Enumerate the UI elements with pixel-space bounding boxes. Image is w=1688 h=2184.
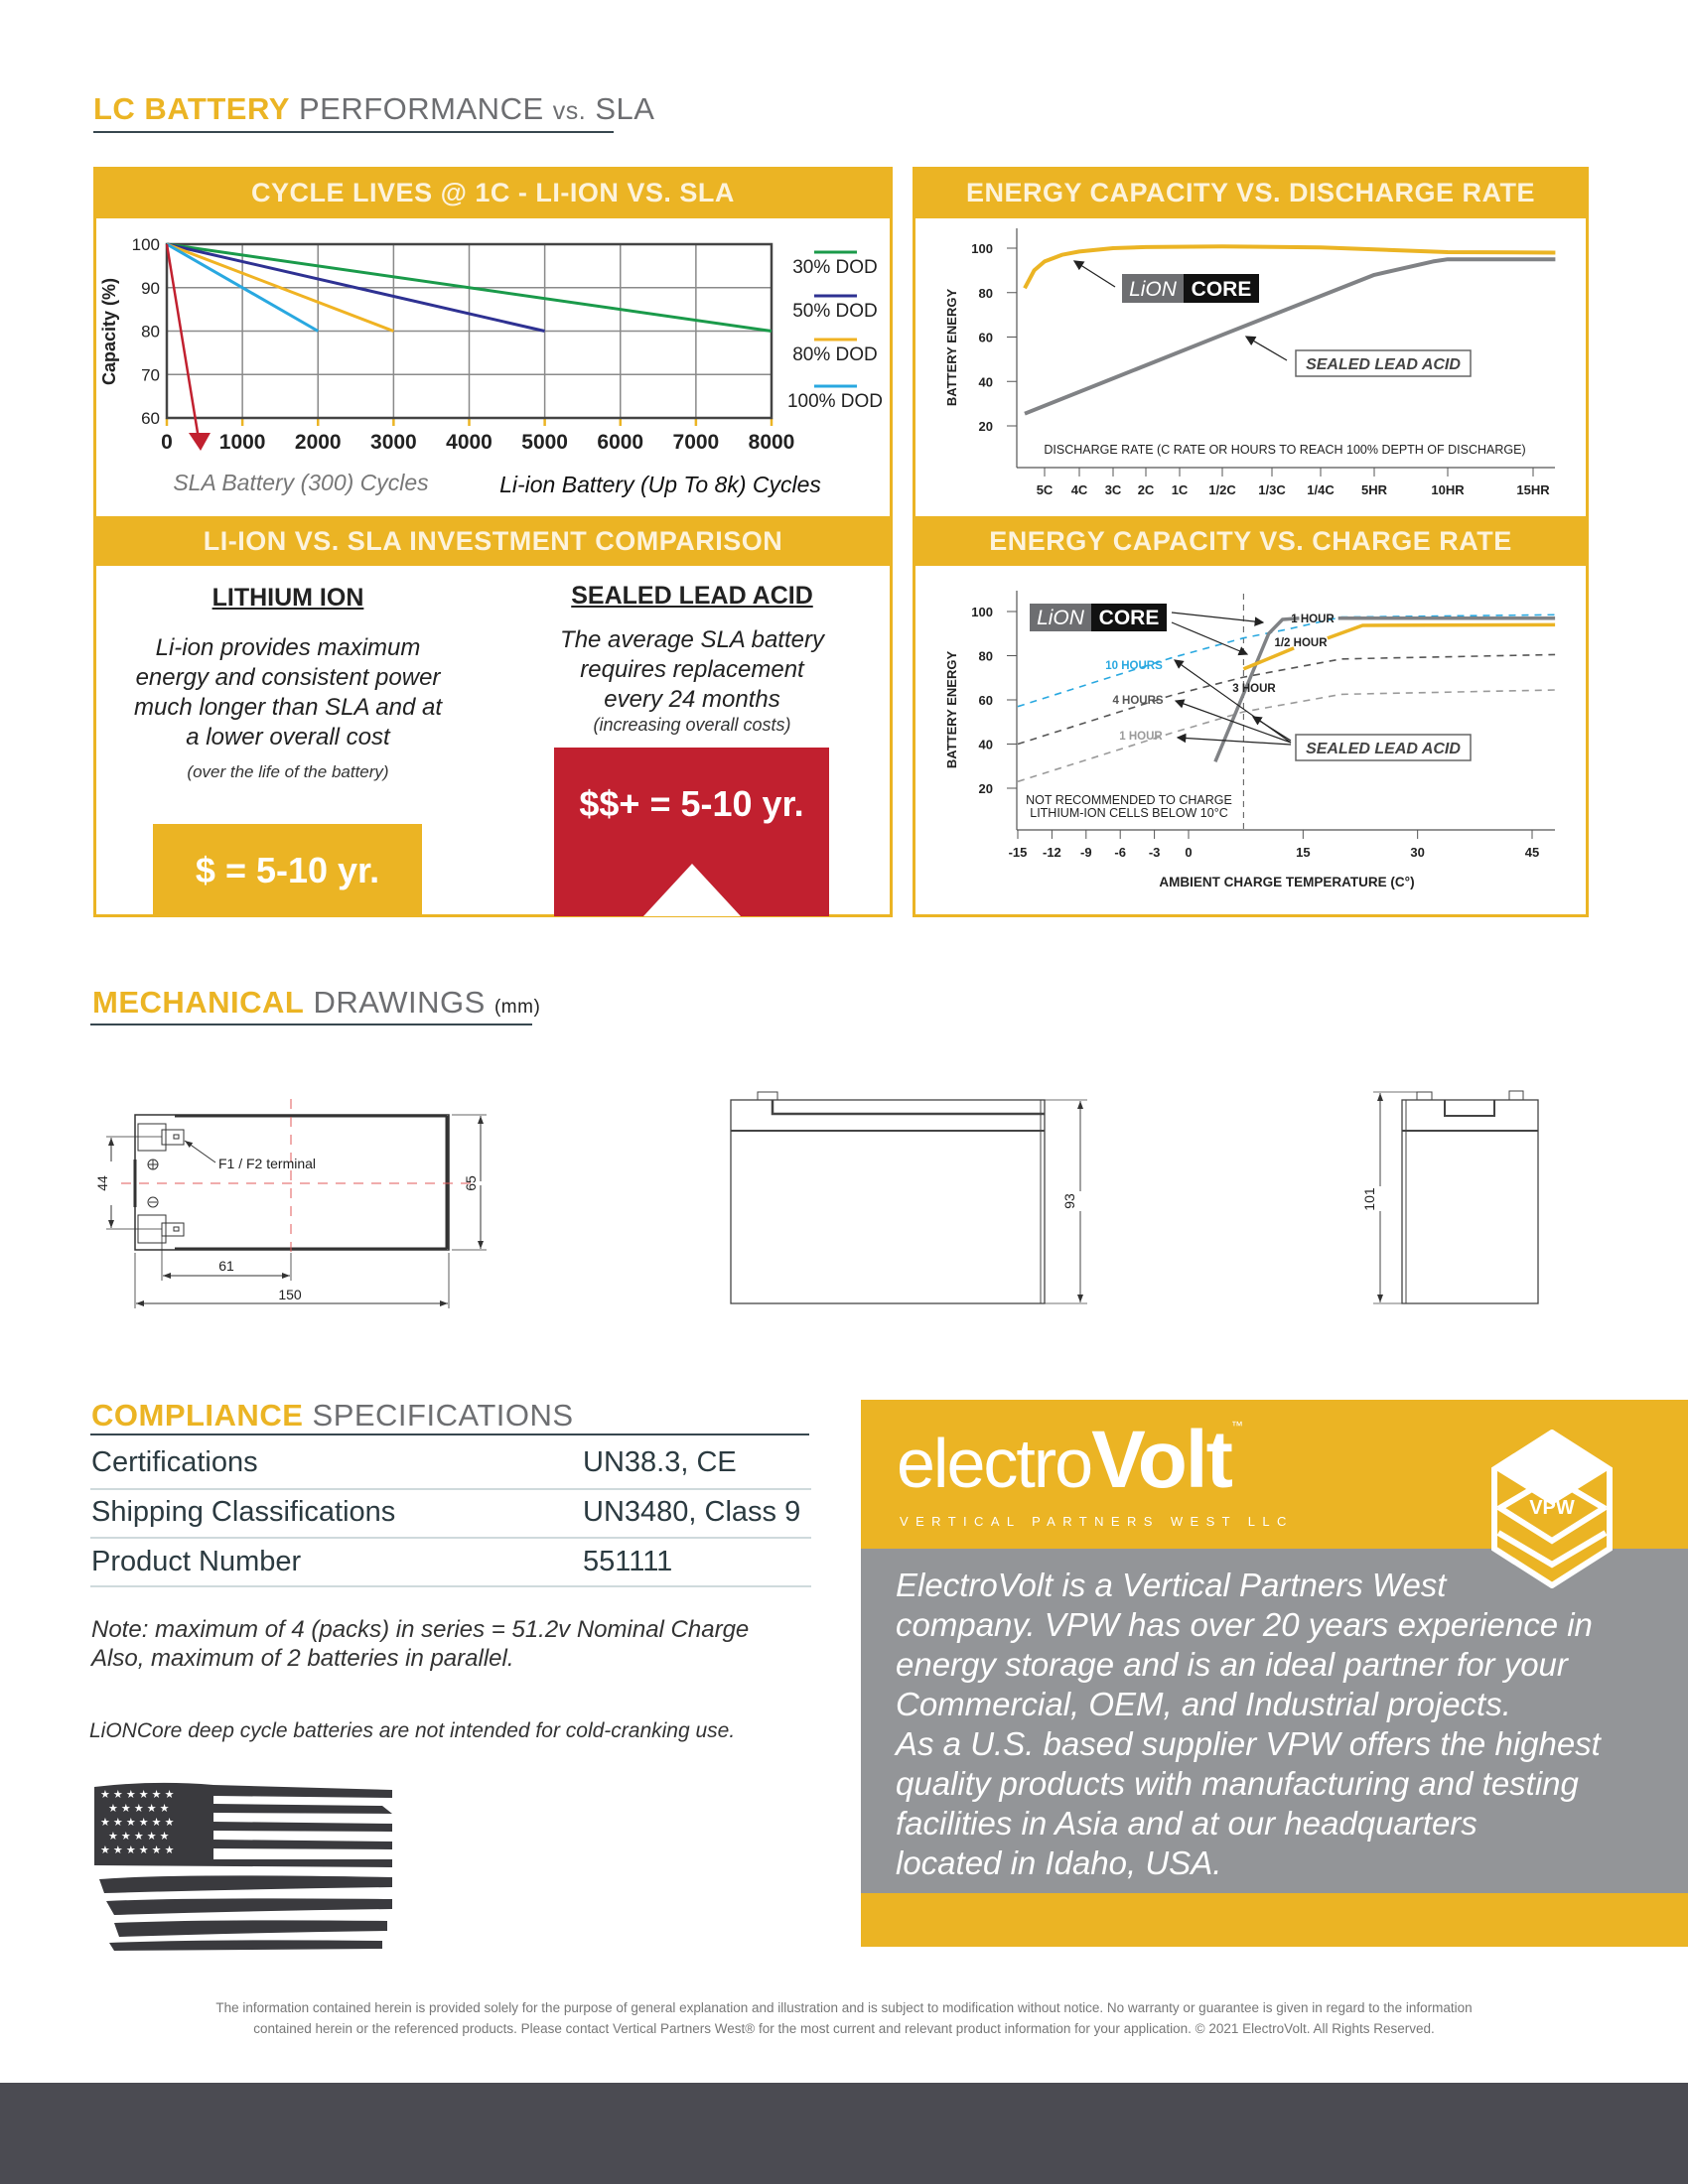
mechanical-title xyxy=(92,985,540,1021)
series-label-half-hour: 1/2 HOUR xyxy=(1274,637,1328,649)
note-line: Note: maximum of 4 (packs) in series = 51.2v Nominal Charge xyxy=(91,1616,750,1643)
badge-lion-text: LiON xyxy=(1129,278,1177,301)
y-tick-label: 40 xyxy=(978,374,993,390)
svg-text:★ ★ ★ ★ ★ ★: ★ ★ ★ ★ ★ ★ xyxy=(100,1844,175,1856)
sla-cycles-arrow xyxy=(167,244,199,439)
li-line: much longer than SLA and at xyxy=(134,694,442,721)
lion-pointer-arrow xyxy=(1074,261,1115,287)
y-tick-label: 100 xyxy=(971,241,993,256)
series-line-sla-4-hours xyxy=(1018,654,1555,744)
x-tick-label: 1C xyxy=(1171,482,1189,497)
x-tick-label: -12 xyxy=(1043,845,1061,860)
x-tick-label: 3C xyxy=(1104,482,1122,497)
spec-value: UN3480, Class 9 xyxy=(583,1496,801,1528)
y-tick-label: 20 xyxy=(978,781,993,796)
charge-note-line: NOT RECOMMENDED TO CHARGE xyxy=(1026,793,1232,807)
svg-text:★ ★ ★ ★ ★: ★ ★ ★ ★ ★ xyxy=(108,1803,170,1815)
x-tick-label: 8000 xyxy=(748,431,795,454)
series-line-lion-1-2-hour xyxy=(1243,648,1294,669)
sla-label-text: SEALED LEAD ACID xyxy=(1306,741,1461,757)
vpw-hexagon-logo xyxy=(1490,1430,1614,1588)
title-rest: DRAWINGS xyxy=(313,985,486,1020)
badge-core-text: CORE xyxy=(1098,607,1160,629)
y-tick-label: 80 xyxy=(978,285,993,301)
x-tick-label: 1000 xyxy=(218,431,266,454)
paragraph-line: As a U.S. based supplier VPW offers the highest xyxy=(896,1725,1601,1762)
svg-text:★ ★ ★ ★ ★: ★ ★ ★ ★ ★ xyxy=(108,1831,170,1843)
end-view-drawing xyxy=(1373,1091,1538,1303)
x-tick-label: 15 xyxy=(1296,845,1311,860)
sla-label-box xyxy=(1296,735,1471,760)
sla-line: The average SLA battery xyxy=(560,626,824,653)
series-line-lion-core xyxy=(1025,246,1555,288)
footer-band xyxy=(0,2083,1688,2184)
series-line-sla-1-hour xyxy=(1018,690,1555,781)
sla-label-text: SEALED LEAD ACID xyxy=(1306,356,1461,373)
logo-subtitle: VERTICAL PARTNERS WEST LLC xyxy=(900,1514,1294,1529)
legend-label: 100% DOD xyxy=(786,391,884,412)
terminal-callout: F1 / F2 terminal xyxy=(218,1156,317,1171)
discharge-y-axis-label: BATTERY ENERGY xyxy=(944,288,959,407)
x-tick-label: 15HR xyxy=(1516,482,1550,497)
lioncore-badge xyxy=(1122,274,1259,303)
legend-label: 50% DOD xyxy=(792,301,878,322)
badge-lion-text: LiON xyxy=(1037,607,1084,629)
y-tick-label: 80 xyxy=(978,648,993,664)
x-tick-label: 5C xyxy=(1036,482,1054,497)
liion-cycles-annotation: Li-ion Battery (Up To 8k) Cycles xyxy=(499,472,821,497)
note-line: Also, maximum of 2 batteries in parallel. xyxy=(91,1645,514,1672)
svg-text:★ ★ ★ ★ ★ ★: ★ ★ ★ ★ ★ ★ xyxy=(100,1817,175,1829)
cycle-chart-title: CYCLE LIVES @ 1C - LI-ION VS. SLA xyxy=(93,167,893,218)
row-divider xyxy=(90,1537,811,1539)
mechanical-rule xyxy=(90,1024,532,1025)
y-tick-label: 100 xyxy=(971,605,993,619)
discharge-x-axis-label: DISCHARGE RATE (C RATE OR HOURS TO REACH 100% DEPTH OF DISCHARGE) xyxy=(1044,443,1526,457)
paragraph-line: ElectroVolt is a Vertical Partners West xyxy=(896,1567,1447,1603)
sla-pointer-arrow xyxy=(1246,337,1287,360)
paragraph-line: Commercial, OEM, and Industrial projects. xyxy=(896,1686,1511,1722)
series-label-10-hours: 10 HOURS xyxy=(1105,660,1163,672)
x-tick-label: 10HR xyxy=(1431,482,1465,497)
x-tick-label: 1/4C xyxy=(1307,482,1335,497)
disclaimer xyxy=(0,1997,1688,2039)
x-tick-label: -15 xyxy=(1008,845,1028,860)
x-tick-label: 0 xyxy=(1185,845,1193,860)
cold-cranking-note: LiONCore deep cycle batteries are not intended for cold-cranking use. xyxy=(89,1719,736,1742)
x-tick-label: 7000 xyxy=(672,431,720,454)
charge-note-line: LITHIUM-ION CELLS BELOW 10°C xyxy=(1030,806,1228,820)
y-tick-label: 70 xyxy=(141,365,160,385)
spec-value: 551111 xyxy=(583,1546,673,1577)
x-tick-label: 5000 xyxy=(521,431,568,454)
spec-label: Shipping Classifications xyxy=(91,1496,396,1528)
charge-y-axis-label: BATTERY ENERGY xyxy=(944,650,959,769)
y-tick-label: 60 xyxy=(141,409,160,428)
dim-total-height: 101 xyxy=(1361,1187,1377,1211)
title-rest: PERFORMANCE xyxy=(299,91,544,126)
title-highlight: LC BATTERY xyxy=(93,91,290,126)
x-tick-label: 2C xyxy=(1137,482,1155,497)
y-tick-label: 90 xyxy=(141,278,160,298)
us-flag-icon xyxy=(94,1782,397,1951)
series-line-lion-1-2-hour xyxy=(1328,624,1555,638)
pointer-arrow xyxy=(1172,613,1263,622)
sla-label-box xyxy=(1296,350,1471,376)
sla-line: every 24 months xyxy=(604,686,780,713)
x-tick-label: 2000 xyxy=(294,431,342,454)
y-tick-label: 80 xyxy=(141,322,160,341)
li-line: energy and consistent power xyxy=(135,664,441,691)
lioncore-badge xyxy=(1030,604,1167,631)
x-tick-label: 1/3C xyxy=(1258,482,1286,497)
x-tick-label: 6000 xyxy=(597,431,644,454)
li-note: (over the life of the battery) xyxy=(187,762,389,781)
series-label-1-hour-lion: 1 HOUR xyxy=(1291,614,1335,625)
trademark: ™ xyxy=(1230,1419,1243,1433)
x-tick-label: -6 xyxy=(1114,845,1126,860)
x-tick-label: 45 xyxy=(1524,845,1540,860)
dim-width: 65 xyxy=(463,1175,479,1191)
x-tick-label: -3 xyxy=(1148,845,1161,860)
y-tick-label: 60 xyxy=(978,330,993,345)
y-tick-label: 60 xyxy=(978,693,993,708)
top-view-drawing xyxy=(106,1099,487,1308)
x-tick-label: 3000 xyxy=(370,431,417,454)
title-rest: SPECIFICATIONS xyxy=(312,1398,574,1433)
dim-length: 150 xyxy=(278,1287,302,1302)
row-divider xyxy=(90,1488,811,1490)
row-divider xyxy=(90,1585,811,1587)
dim-terminal-offset: 61 xyxy=(218,1258,234,1274)
pointer-arrow xyxy=(1253,717,1291,741)
logo-bold-text: Volt xyxy=(1091,1415,1231,1505)
electrovolt-logo xyxy=(897,1415,1243,1505)
pointer-arrow xyxy=(1178,738,1291,745)
dim-terminal-spacing: 44 xyxy=(94,1175,110,1191)
title-highlight: COMPLIANCE xyxy=(91,1398,304,1433)
sla-line: requires replacement xyxy=(580,656,804,683)
disclaimer-line: The information contained herein is provided solely for the purpose of general explanation and illustration and is subject to modification without notice. No warranty or guarantee is given in regard to the information xyxy=(215,2000,1473,2015)
x-tick-label: -9 xyxy=(1080,845,1092,860)
logo-light-text: electro xyxy=(897,1425,1092,1502)
series-label-1-hour-sla: 1 HOUR xyxy=(1119,731,1163,743)
paragraph-line: company. VPW has over 20 years experience in xyxy=(896,1606,1593,1643)
series-label-3-hour: 3 HOUR xyxy=(1232,683,1276,695)
spec-value: UN38.3, CE xyxy=(583,1446,737,1478)
svg-text:★ ★ ★ ★ ★ ★: ★ ★ ★ ★ ★ ★ xyxy=(100,1789,175,1801)
side-view-drawing xyxy=(731,1092,1087,1303)
mechanical-drawings xyxy=(0,1072,1688,1330)
disclaimer-line: contained herein or the referenced products. Please contact Vertical Partners West® for the most current and relevant product information for your application. © 2021 ElectroVolt. All Rights Reserved. xyxy=(253,2021,1435,2036)
sla-cost-text: $$+ = 5-10 yr. xyxy=(579,783,804,824)
title-unit: (mm) xyxy=(493,997,541,1018)
x-tick-label: 30 xyxy=(1410,845,1425,860)
y-tick-label: 40 xyxy=(978,737,993,752)
title-highlight: MECHANICAL xyxy=(92,985,305,1020)
paragraph-line: quality products with manufacturing and testing xyxy=(896,1765,1579,1802)
title-tail: SLA xyxy=(595,91,655,126)
discharge-chart-title: ENERGY CAPACITY VS. DISCHARGE RATE xyxy=(913,167,1589,218)
charts-canvas xyxy=(0,0,1688,933)
series-note xyxy=(91,1615,749,1673)
x-tick-label: 4000 xyxy=(446,431,492,454)
li-cost-badge: $ = 5-10 yr. xyxy=(153,824,422,916)
y-tick-label: 20 xyxy=(978,419,993,434)
compliance-title xyxy=(91,1398,574,1433)
pointer-arrow xyxy=(1172,622,1247,654)
x-tick-label: 0 xyxy=(161,431,173,454)
lithium-ion-heading: LITHIUM ION xyxy=(211,584,364,612)
dim-height: 93 xyxy=(1061,1193,1077,1209)
x-tick-label: 4C xyxy=(1070,482,1088,497)
compliance-rule xyxy=(90,1433,809,1435)
charge-chart-title: ENERGY CAPACITY VS. CHARGE RATE xyxy=(913,516,1589,566)
pointer-arrow xyxy=(1176,701,1291,743)
badge-core-text: CORE xyxy=(1191,278,1252,301)
sla-note: (increasing overall costs) xyxy=(593,715,791,735)
sla-arrowhead-icon xyxy=(189,433,211,451)
cycle-y-axis-label: Capacity (%) xyxy=(99,277,119,386)
paragraph-line: located in Idaho, USA. xyxy=(896,1844,1222,1881)
spec-label: Certifications xyxy=(91,1446,258,1478)
legend-label: 80% DOD xyxy=(792,344,878,365)
series-label-4-hours: 4 HOURS xyxy=(1112,695,1164,707)
spec-label: Product Number xyxy=(91,1546,302,1577)
series-line-sealed-lead-acid xyxy=(1025,259,1555,414)
paragraph-line: energy storage and is an ideal partner for your xyxy=(896,1646,1568,1683)
li-line: a lower overall cost xyxy=(186,724,390,751)
sla-cycles-annotation: SLA Battery (300) Cycles xyxy=(173,470,429,495)
charge-x-axis-label: AMBIENT CHARGE TEMPERATURE (C°) xyxy=(1159,875,1415,889)
vpw-text: VPW xyxy=(1529,1497,1575,1519)
li-line: Li-ion provides maximum xyxy=(155,634,421,661)
sla-heading: SEALED LEAD ACID xyxy=(571,582,813,610)
x-tick-label: 1/2C xyxy=(1208,482,1236,497)
y-tick-label: 100 xyxy=(131,235,160,254)
x-tick-label: 5HR xyxy=(1360,482,1388,497)
paragraph-line: facilities in Asia and at our headquarters xyxy=(896,1805,1477,1842)
legend-label: 30% DOD xyxy=(792,257,878,278)
investment-title: LI-ION VS. SLA INVESTMENT COMPARISON xyxy=(93,516,893,566)
title-vs: vs. xyxy=(552,97,587,125)
